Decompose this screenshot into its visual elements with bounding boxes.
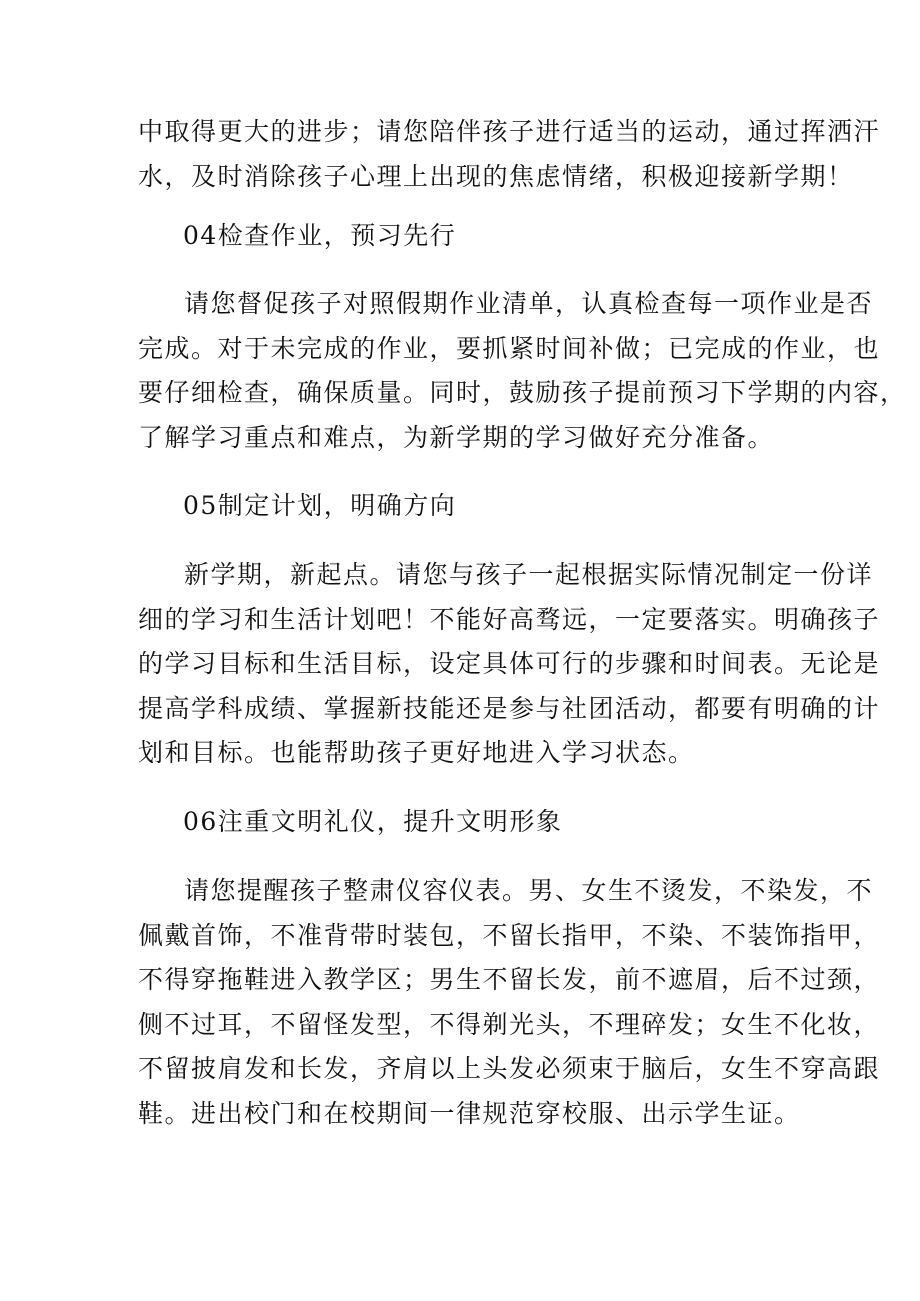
section-05-paragraph (138, 553, 881, 776)
paragraph-line: 的学习目标和生活目标，设定具体可行的步骤和时间表。无论是 (138, 649, 881, 678)
paragraph-line: 划和目标。也能帮助孩子更好地进入学习状态。 (138, 738, 695, 767)
section-heading-06: 06注重文明礼仪，提升文明形象 (183, 807, 563, 836)
continuation-paragraph (138, 110, 881, 199)
paragraph-line: 侧不过耳，不留怪发型，不得剃光头，不理碎发；女生不化妆， (138, 1009, 881, 1039)
section-06-paragraph (138, 869, 881, 1136)
paragraph-line: 要仔细检查，确保质量。同时，鼓励孩子提前预习下学期的内容， (138, 378, 907, 407)
paragraph-line: 不留披肩发和长发，齐肩以上头发必须束于脑后，女生不穿高跟 (138, 1054, 881, 1083)
paragraph-line: 了解学习重点和难点，为新学期的学习做好充分准备。 (138, 422, 775, 452)
paragraph-line: 鞋。进出校门和在校期间一律规范穿校服、出示学生证。 (138, 1098, 801, 1128)
paragraph-line: 提高学科成绩、掌握新技能还是参与社团活动，都要有明确的计 (138, 693, 881, 723)
paragraph-line: 细的学习和生活计划吧！不能好高骛远，一定要落实。明确孩子 (138, 604, 881, 634)
paragraph-line: 完成。对于未完成的作业，要抓紧时间补做；已完成的作业，也 (138, 333, 881, 363)
paragraph-line: 佩戴首饰，不准背带时装包，不留长指甲，不染、不装饰指甲， (138, 920, 881, 950)
section-04-paragraph (138, 282, 907, 460)
paragraph-line: 请您提醒孩子整肃仪容仪表。男、女生不烫发，不染发，不 (184, 876, 874, 905)
section-heading-04: 04检查作业，预习先行 (183, 221, 457, 250)
paragraph-line: 水，及时消除孩子心理上出现的焦虑情绪，积极迎接新学期！ (138, 161, 854, 191)
section-heading-05: 05制定计划，明确方向 (183, 491, 457, 520)
paragraph-line: 中取得更大的进步；请您陪伴孩子进行适当的运动，通过挥洒汗 (138, 117, 881, 146)
paragraph-line: 请您督促孩子对照假期作业清单，认真检查每一项作业是否 (184, 289, 874, 318)
paragraph-line: 不得穿拖鞋进入教学区；男生不留长发，前不遮眉，后不过颈， (138, 965, 881, 994)
paragraph-line: 新学期，新起点。请您与孩子一起根据实际情况制定一份详 (184, 560, 874, 589)
